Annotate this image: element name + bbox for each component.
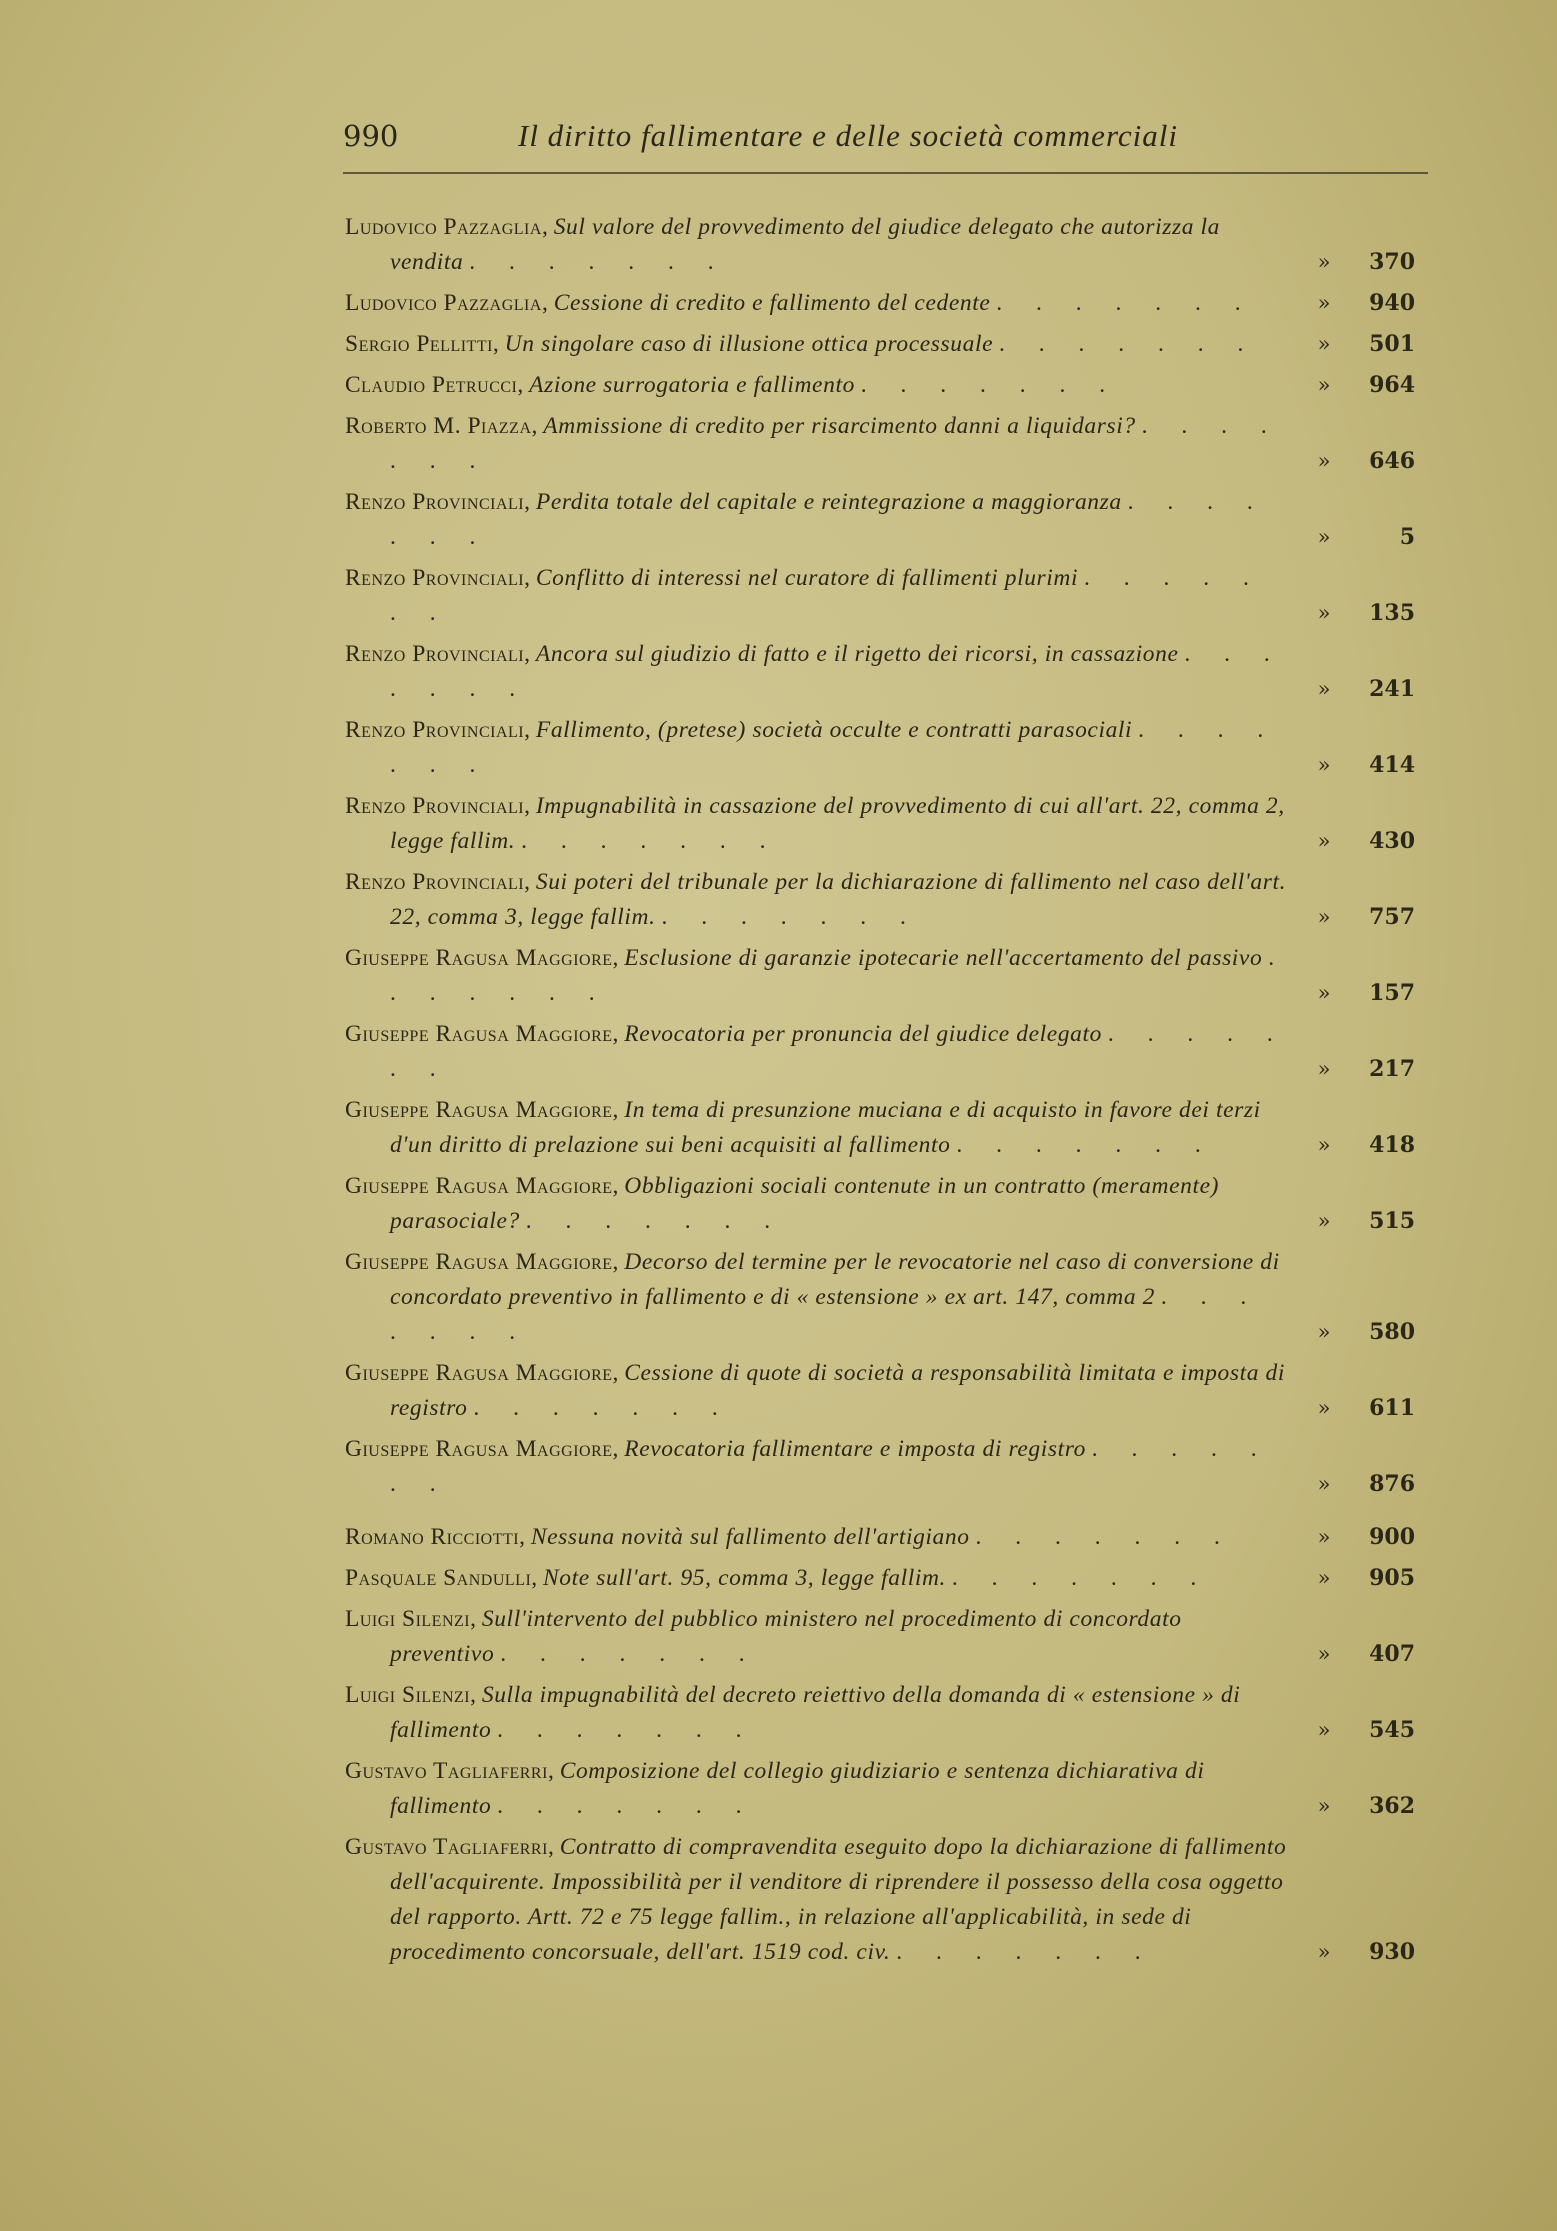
- ditto-mark: »: [1317, 1472, 1331, 1496]
- index-entry: [345, 1602, 1415, 1672]
- entry-author: Giuseppe Ragusa Maggiore: [345, 1021, 613, 1047]
- entry-page: 370: [1369, 249, 1416, 275]
- entry-title: Fallimento, (pretese) società occulte e contratti parasociali: [535, 717, 1133, 743]
- entry-text: Gustavo Tagliaferri, Composizione del collegio giudiziario e sentenza dichiarativa di fallimento . . . . . . .: [345, 1758, 1205, 1819]
- dot-leader: . . . . . . .: [860, 372, 1120, 398]
- index-entry: [345, 1169, 1415, 1239]
- entry-title: Esclusione di garanzie ipotecarie nell'accertamento del passivo: [624, 945, 1263, 971]
- entry-author: Luigi Silenzi: [345, 1606, 471, 1632]
- entry-text: Gustavo Tagliaferri, Contratto di compravendita eseguito dopo la dichiarazione di fallimento dell'acquirente. Impossibilità per il venditore di riprendere il possesso della cosa oggetto del rapporto. Artt. 72 e 75 legge fallim., in relazione all'applicabilità, in sede di procedimento concorsuale, dell'art. 1519 cod. civ. . . . . . . .: [345, 1834, 1287, 1965]
- entry-title: Contratto di compravendita eseguito dopo la dichiarazione di fallimento dell'acquirente. Impossibilità per il venditore di riprendere il possesso della cosa oggetto del rapporto. Artt. 72 e 75 legge fallim., in relazione all'applicabilità, in sede di procedimento concorsuale, dell'art. 1519 cod. civ.: [390, 1834, 1287, 1965]
- index-entry: [345, 561, 1415, 631]
- entry-title: Composizione del collegio giudiziario e sentenza dichiarativa di fallimento: [390, 1758, 1205, 1819]
- entry-text: Claudio Petrucci, Azione surrogatoria e fallimento . . . . . . .: [345, 372, 1120, 398]
- entry-author: Ludovico Pazzaglia: [345, 290, 542, 316]
- entry-text: Giuseppe Ragusa Maggiore, In tema di presunzione muciana e di acquisto in favore dei terzi d'un diritto di prelazione sui beni acquisiti al fallimento . . . . . . .: [345, 1097, 1261, 1158]
- dot-leader: . . . . . . .: [497, 1717, 756, 1743]
- ditto-mark: »: [1317, 1320, 1331, 1344]
- entry-page: 362: [1369, 1793, 1416, 1819]
- ditto-mark: »: [1317, 373, 1331, 397]
- entry-title: Note sull'art. 95, comma 3, legge fallim.: [543, 1565, 947, 1591]
- dot-leader: . . . . . . .: [521, 828, 780, 854]
- entry-author: Ludovico Pazzaglia: [345, 214, 542, 240]
- entry-author: Giuseppe Ragusa Maggiore: [345, 1097, 613, 1123]
- ditto-mark: »: [1317, 449, 1331, 473]
- entry-page: 900: [1369, 1524, 1416, 1550]
- entry-page: 501: [1369, 331, 1416, 357]
- dot-leader: . . . . . . .: [896, 1939, 1155, 1965]
- entry-title: Impugnabilità in cassazione del provvedimento di cui all'art. 22, comma 2, legge fallim.: [390, 793, 1285, 854]
- index-entry: [345, 865, 1415, 935]
- entry-text: Renzo Provinciali, Ancora sul giudizio di fatto e il rigetto dei ricorsi, in cassazione . . . . . . .: [345, 641, 1284, 702]
- dot-leader: . . . . . . .: [390, 565, 1263, 626]
- dot-leader: . . . . . . .: [951, 1565, 1211, 1591]
- entry-text: Renzo Provinciali, Conflitto di interessi nel curatore di fallimenti plurimi . . . . . . .: [345, 565, 1263, 626]
- entry-page: 135: [1369, 600, 1416, 626]
- ditto-mark: »: [1317, 905, 1331, 929]
- entry-title: Obbligazioni sociali contenute in un contratto (meramente) parasociale?: [390, 1173, 1220, 1234]
- entry-title: Perdita totale del capitale e reintegrazione a maggioranza: [535, 489, 1122, 515]
- entry-author: Renzo Provinciali: [345, 489, 525, 515]
- entry-author: Giuseppe Ragusa Maggiore: [345, 1249, 613, 1275]
- index-entry: [345, 1432, 1415, 1502]
- entry-author: Giuseppe Ragusa Maggiore: [345, 1360, 613, 1386]
- entry-title: In tema di presunzione muciana e di acquisto in favore dei terzi d'un diritto di prelazione sui beni acquisiti al fallimento: [390, 1097, 1261, 1158]
- entry-page: 217: [1369, 1056, 1416, 1082]
- entry-author: Giuseppe Ragusa Maggiore: [345, 1436, 613, 1462]
- entry-title: Nessuna novità sul fallimento dell'artigiano: [530, 1524, 970, 1550]
- entry-text: Renzo Provinciali, Fallimento, (pretese) società occulte e contratti parasociali . . . . . . .: [345, 717, 1278, 778]
- index-entry: [345, 1754, 1415, 1824]
- index-entry: [345, 789, 1415, 859]
- entry-title: Cessione di quote di società a responsabilità limitata e imposta di registro: [390, 1360, 1286, 1421]
- entry-text: Giuseppe Ragusa Maggiore, Cessione di quote di società a responsabilità limitata e imposta di registro . . . . . . .: [345, 1360, 1286, 1421]
- ditto-mark: »: [1317, 601, 1331, 625]
- ditto-mark: »: [1317, 1718, 1331, 1742]
- entry-author: Renzo Provinciali: [345, 869, 525, 895]
- ditto-mark: »: [1317, 1525, 1331, 1549]
- entry-page: 757: [1369, 904, 1416, 930]
- entry-title: Sulla impugnabilità del decreto reiettivo della domanda di « estensione » di fallimento: [390, 1682, 1241, 1743]
- index-entry: [345, 1520, 1415, 1555]
- entry-author: Sergio Pellitti: [345, 331, 493, 357]
- entry-title: Conflitto di interessi nel curatore di fallimenti plurimi: [535, 565, 1079, 591]
- index-entry: [345, 210, 1415, 280]
- index-entry: [345, 368, 1415, 403]
- entry-title: Sul valore del provvedimento del giudice delegato che autorizza la vendita: [390, 214, 1221, 275]
- entry-text: Luigi Silenzi, Sulla impugnabilità del decreto reiettivo della domanda di « estensione » di fallimento . . . . . . .: [345, 1682, 1241, 1743]
- dot-leader: . . . . . . .: [975, 1524, 1234, 1550]
- entry-page: 876: [1369, 1471, 1416, 1497]
- index-list: [345, 210, 1415, 1976]
- index-entry: [345, 1678, 1415, 1748]
- dot-leader: . . . . . . .: [999, 331, 1258, 357]
- entry-page: 430: [1369, 828, 1416, 854]
- entry-title: Cessione di credito e fallimento del cedente: [553, 290, 991, 316]
- entry-author: Renzo Provinciali: [345, 641, 525, 667]
- dot-leader: . . . . . . .: [497, 1793, 756, 1819]
- entry-page: 580: [1369, 1319, 1416, 1345]
- entry-text: Pasquale Sandulli, Note sull'art. 95, comma 3, legge fallim. . . . . . . .: [345, 1565, 1211, 1591]
- index-entry: [345, 409, 1415, 479]
- entry-page: 930: [1369, 1939, 1416, 1965]
- page-header: [343, 118, 1423, 154]
- entry-text: Renzo Provinciali, Perdita totale del capitale e reintegrazione a maggioranza . . . . . . .: [345, 489, 1267, 550]
- running-title: Il diritto fallimentare e delle società commerciali: [518, 118, 1178, 153]
- entry-text: Roberto M. Piazza, Ammissione di credito per risarcimento danni a liquidarsi? . . . . . . .: [345, 413, 1281, 474]
- entry-page: 611: [1369, 1395, 1416, 1421]
- entry-author: Gustavo Tagliaferri: [345, 1758, 548, 1784]
- index-entry: [345, 286, 1415, 321]
- entry-page: 545: [1369, 1717, 1416, 1743]
- entry-text: Giuseppe Ragusa Maggiore, Revocatoria fallimentare e imposta di registro . . . . . . .: [345, 1436, 1271, 1497]
- entry-text: Giuseppe Ragusa Maggiore, Esclusione di garanzie ipotecarie nell'accertamento del passivo . . . . . . .: [345, 945, 1289, 1006]
- entry-author: Roberto M. Piazza: [345, 413, 532, 439]
- ditto-mark: »: [1317, 525, 1331, 549]
- entry-title: Ancora sul giudizio di fatto e il rigetto dei ricorsi, in cassazione: [535, 641, 1179, 667]
- entry-page: 5: [1399, 524, 1416, 550]
- entry-text: Luigi Silenzi, Sull'intervento del pubblico ministero nel procedimento di concordato preventivo . . . . . . .: [345, 1606, 1182, 1667]
- entry-text: Giuseppe Ragusa Maggiore, Obbligazioni sociali contenute in un contratto (meramente) parasociale? . . . . . . .: [345, 1173, 1220, 1234]
- index-entry: [345, 1245, 1415, 1350]
- entry-text: Giuseppe Ragusa Maggiore, Revocatoria per pronuncia del giudice delegato . . . . . . .: [345, 1021, 1287, 1082]
- index-entry: [345, 941, 1415, 1011]
- entry-page: 241: [1369, 676, 1416, 702]
- entry-author: Claudio Petrucci: [345, 372, 518, 398]
- ditto-mark: »: [1317, 981, 1331, 1005]
- ditto-mark: »: [1317, 1396, 1331, 1420]
- dot-leader: . . . . . . .: [500, 1641, 759, 1667]
- ditto-mark: »: [1317, 1642, 1331, 1666]
- index-entry: [345, 1561, 1415, 1596]
- index-entry: [345, 485, 1415, 555]
- entry-title: Ammissione di credito per risarcimento danni a liquidarsi?: [543, 413, 1136, 439]
- index-entry: [345, 327, 1415, 362]
- entry-page: 646: [1369, 448, 1416, 474]
- index-entry: [345, 1356, 1415, 1426]
- dot-leader: . . . . . . .: [525, 1208, 785, 1234]
- entry-page: 964: [1369, 372, 1416, 398]
- ditto-mark: »: [1317, 1133, 1331, 1157]
- ditto-mark: »: [1317, 250, 1331, 274]
- entry-page: 414: [1369, 752, 1416, 778]
- dot-leader: . . . . . . .: [956, 1132, 1215, 1158]
- index-entry: [345, 713, 1415, 783]
- entry-text: Ludovico Pazzaglia, Cessione di credito e fallimento del cedente . . . . . . .: [345, 290, 1255, 316]
- entry-title: Un singolare caso di illusione ottica processuale: [504, 331, 994, 357]
- page-number: 990: [343, 119, 399, 153]
- entry-author: Renzo Provinciali: [345, 793, 525, 819]
- entry-title: Sull'intervento del pubblico ministero nel procedimento di concordato preventivo: [390, 1606, 1182, 1667]
- dot-leader: . . . . . . .: [996, 290, 1255, 316]
- entry-page: 940: [1369, 290, 1416, 316]
- entry-text: Romano Ricciotti, Nessuna novità sul fallimento dell'artigiano . . . . . . .: [345, 1524, 1234, 1550]
- ditto-mark: »: [1317, 829, 1331, 853]
- entry-author: Giuseppe Ragusa Maggiore: [345, 1173, 613, 1199]
- dot-leader: . . . . . . .: [390, 717, 1278, 778]
- index-entry: [345, 1093, 1415, 1163]
- ditto-mark: »: [1317, 1566, 1331, 1590]
- ditto-mark: »: [1317, 1057, 1331, 1081]
- dot-leader: . . . . . . .: [390, 1284, 1261, 1345]
- dot-leader: . . . . . . .: [473, 1395, 732, 1421]
- entry-text: Renzo Provinciali, Sui poteri del tribunale per la dichiarazione di fallimento nel caso dell'art. 22, comma 3, legge fallim. . . . . . . .: [345, 869, 1287, 930]
- entry-author: Gustavo Tagliaferri: [345, 1834, 548, 1860]
- entry-text: Renzo Provinciali, Impugnabilità in cassazione del provvedimento di cui all'art. 22, comma 2, legge fallim. . . . . . . .: [345, 793, 1285, 854]
- dot-leader: . . . . . . .: [390, 1436, 1271, 1497]
- entry-author: Romano Ricciotti: [345, 1524, 520, 1550]
- entry-text: Giuseppe Ragusa Maggiore, Decorso del termine per le revocatorie nel caso di conversione di concordato preventivo in fallimento e di « estensione » ex art. 147, comma 2 . . . . . . .: [345, 1249, 1280, 1345]
- dot-leader: . . . . . . .: [390, 413, 1281, 474]
- entry-text: Sergio Pellitti, Un singolare caso di illusione ottica processuale . . . . . . .: [345, 331, 1258, 357]
- index-entry: [345, 1830, 1415, 1970]
- dot-leader: . . . . . . .: [469, 249, 728, 275]
- entry-text: Ludovico Pazzaglia, Sul valore del provvedimento del giudice delegato che autorizza la vendita . . . . . . .: [345, 214, 1221, 275]
- dot-leader: . . . . . . .: [390, 1021, 1287, 1082]
- entry-page: 157: [1369, 980, 1416, 1006]
- ditto-mark: »: [1317, 291, 1331, 315]
- ditto-mark: »: [1317, 753, 1331, 777]
- entry-title: Revocatoria per pronuncia del giudice delegato: [624, 1021, 1102, 1047]
- ditto-mark: »: [1317, 1209, 1331, 1233]
- index-entry: [345, 637, 1415, 707]
- index-entry: [345, 1017, 1415, 1087]
- dot-leader: . . . . . . .: [390, 641, 1284, 702]
- entry-page: 905: [1369, 1565, 1416, 1591]
- header-rule: [343, 172, 1428, 174]
- entry-title: Sui poteri del tribunale per la dichiarazione di fallimento nel caso dell'art. 22, comma 3, legge fallim.: [390, 869, 1287, 930]
- entry-author: Renzo Provinciali: [345, 717, 525, 743]
- entry-author: Giuseppe Ragusa Maggiore: [345, 945, 613, 971]
- entry-author: Renzo Provinciali: [345, 565, 525, 591]
- entry-title: Decorso del termine per le revocatorie nel caso di conversione di concordato preventivo in fallimento e di « estensione » ex art. 147, comma 2: [390, 1249, 1280, 1310]
- dot-leader: . . . . . . .: [390, 489, 1267, 550]
- entry-title: Azione surrogatoria e fallimento: [529, 372, 855, 398]
- entry-page: 418: [1369, 1132, 1416, 1158]
- ditto-mark: »: [1317, 332, 1331, 356]
- entry-title: Revocatoria fallimentare e imposta di registro: [624, 1436, 1086, 1462]
- dot-leader: . . . . . . .: [661, 904, 920, 930]
- ditto-mark: »: [1317, 1794, 1331, 1818]
- entry-author: Pasquale Sandulli: [345, 1565, 532, 1591]
- dot-leader: . . . . . . .: [390, 945, 1289, 1006]
- ditto-mark: »: [1317, 677, 1331, 701]
- ditto-mark: »: [1317, 1940, 1331, 1964]
- entry-page: 515: [1369, 1208, 1416, 1234]
- entry-page: 407: [1369, 1641, 1416, 1667]
- entry-author: Luigi Silenzi: [345, 1682, 471, 1708]
